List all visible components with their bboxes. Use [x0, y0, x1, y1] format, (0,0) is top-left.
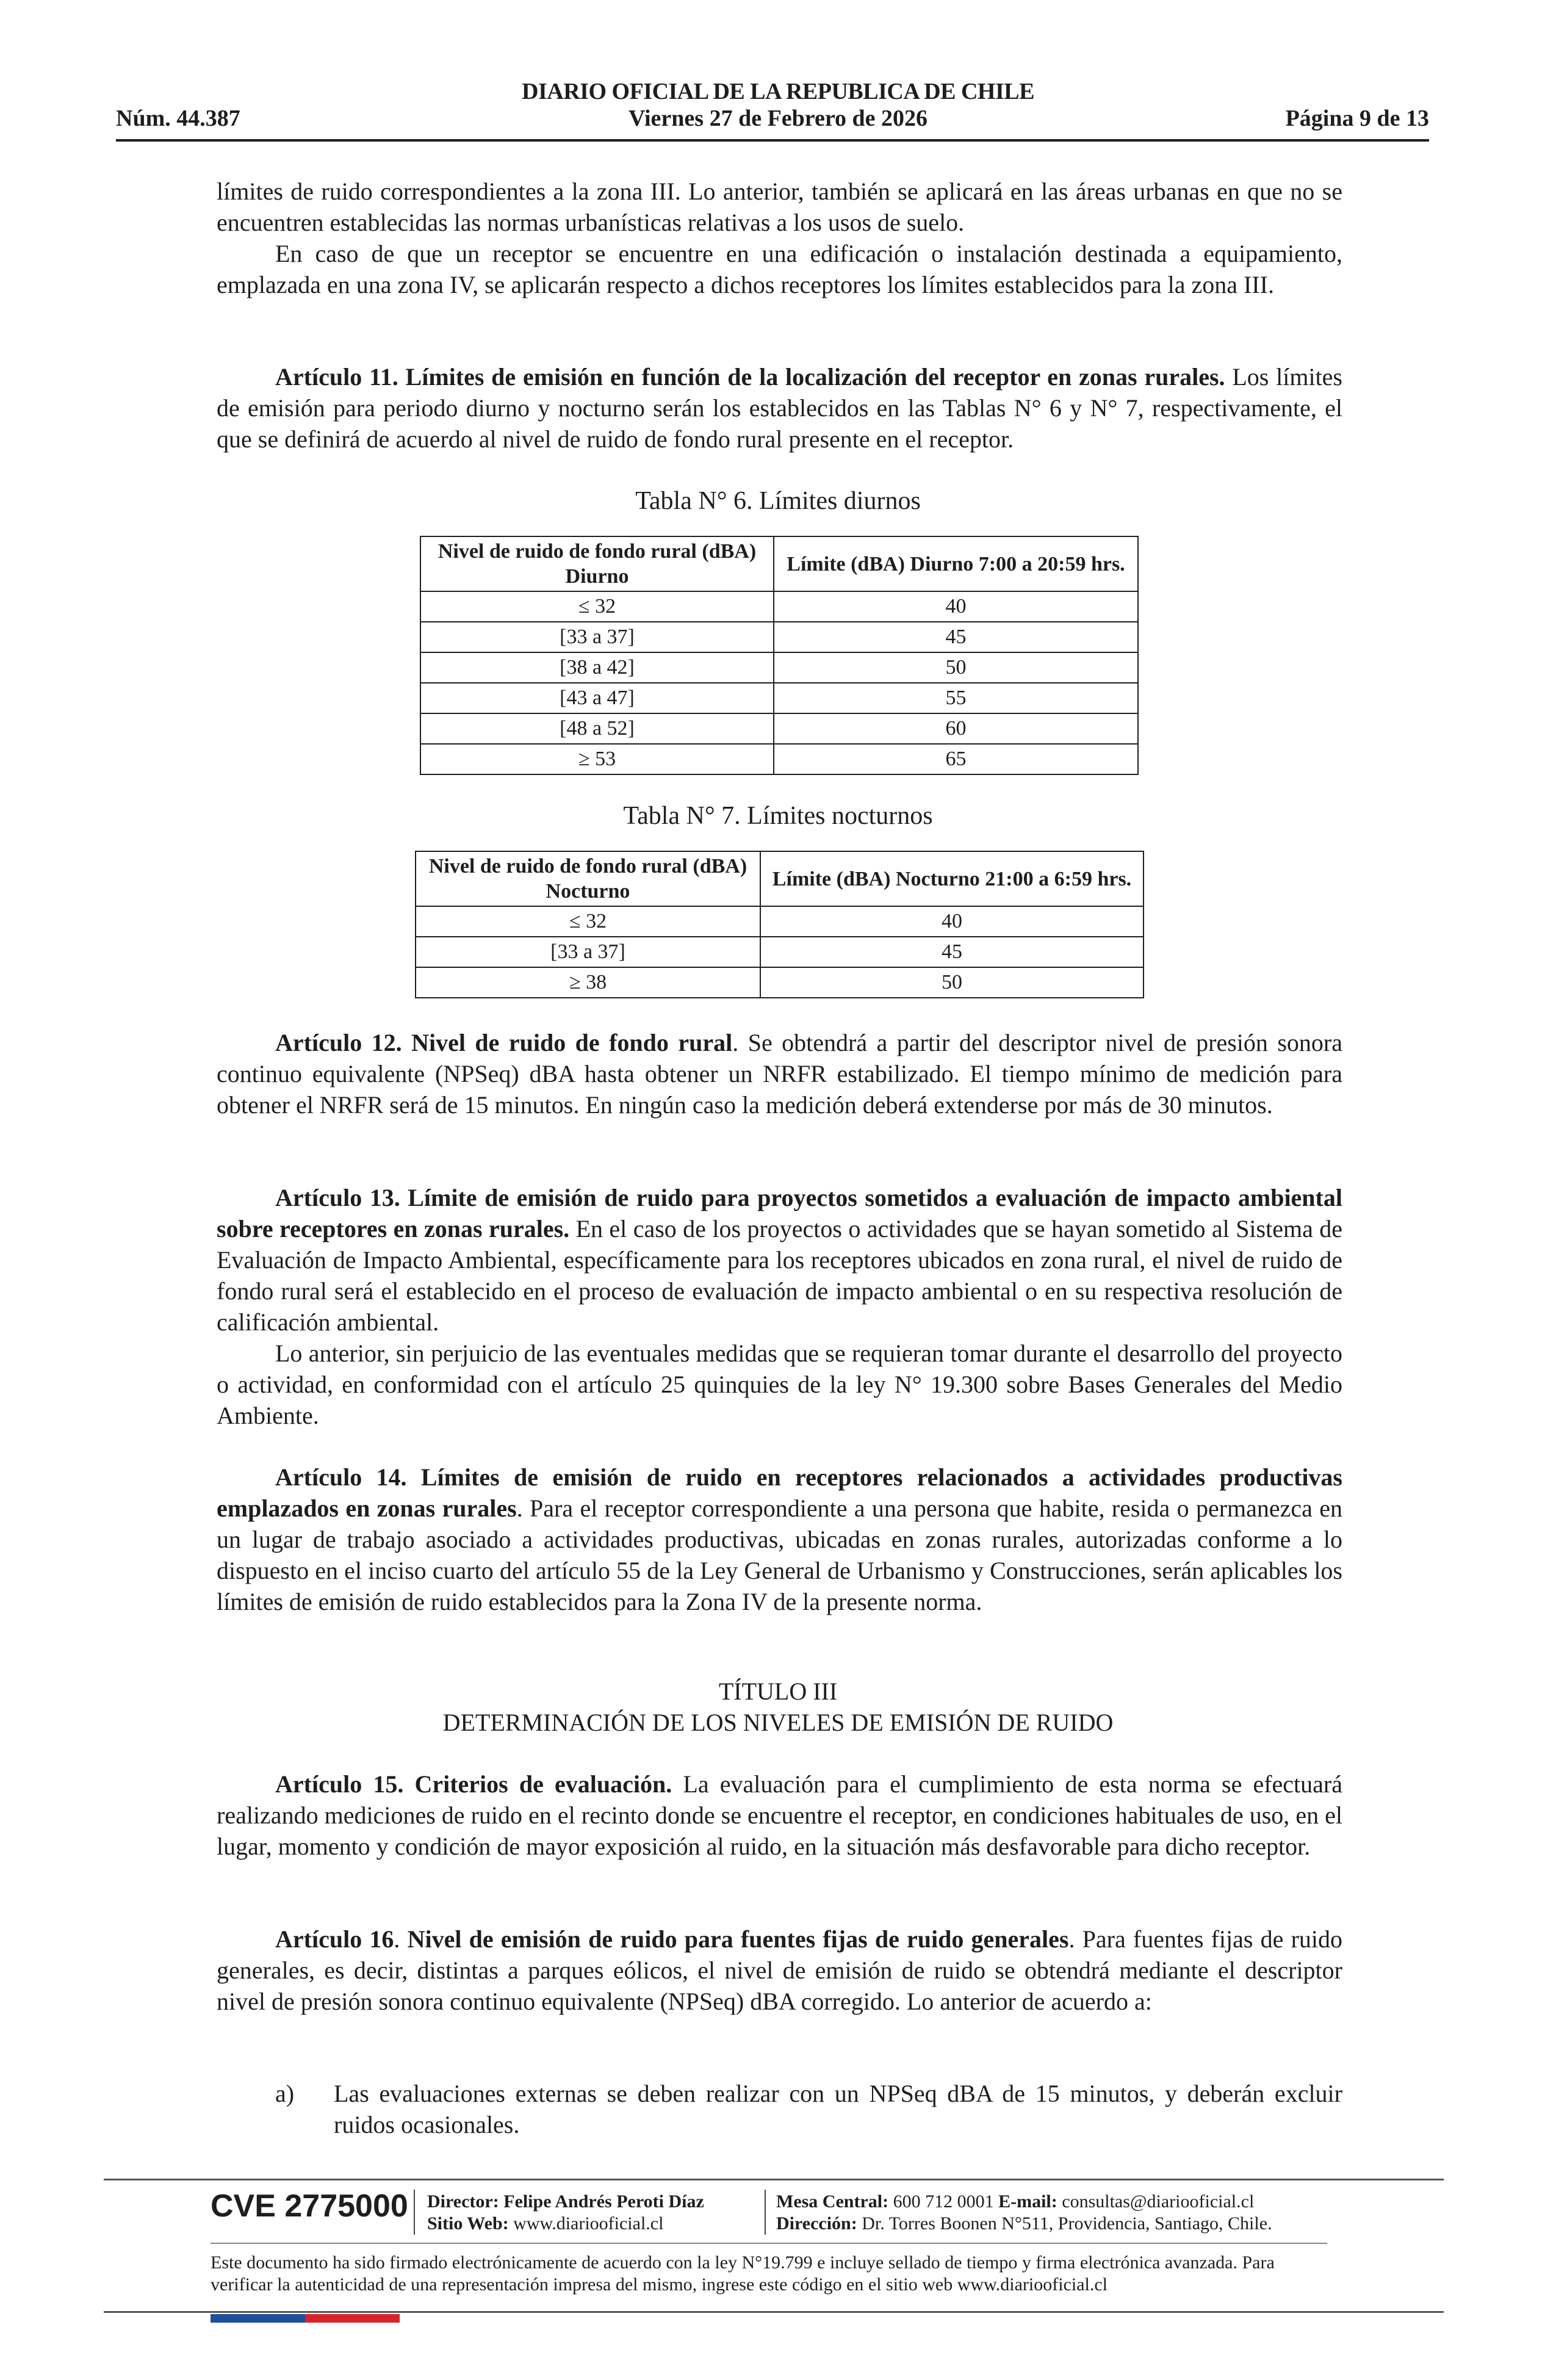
table-cell: 50 [774, 652, 1138, 683]
table-cell: 65 [774, 744, 1138, 774]
table-row [416, 967, 1144, 998]
signature-notice: Este documento ha sido firmado electrónicamente de acuerdo con la ley N°19.799 e incluye sellado de tiempo y firma electrónica avanzada. Para verificar la autenticidad de una representación impresa del mismo, ingrese este código en el sitio web www.diariooficial.cl [211, 2252, 1275, 2295]
table-cell: 55 [774, 683, 1138, 713]
table-7-col2-header: Límite (dBA) Nocturno 21:00 a 6:59 hrs. [760, 851, 1144, 906]
flag-stripe-red [305, 2314, 400, 2323]
article-16 [217, 1924, 1342, 2017]
table-6-caption: Tabla N° 6. Límites diurnos [635, 487, 921, 515]
title-iii-number: TÍTULO III [718, 1678, 838, 1705]
article-14-heading: Artículo 14. Límites de emisión de ruido en receptores relacionados a actividades productivas emplazados en zonas rurales [217, 1463, 1342, 1522]
article-16-heading-title: Nivel de emisión de ruido para fuentes fijas de ruido generales [407, 1925, 1069, 1953]
article-15 [217, 1769, 1342, 1862]
director-label: Director: [427, 2191, 499, 2212]
page-number: Página 9 de 13 [1285, 106, 1429, 131]
table-cell: [38 a 42] [420, 652, 774, 683]
issue-date: Viernes 27 de Febrero de 2026 [628, 106, 928, 131]
article-16-text: . Para fuentes fijas de ruido generales, es decir, distintas a parques eólicos, el nivel de emisión de ruido se obtendrá mediante el descriptor nivel de presión sonora continuo equivalente (NPSeq) dBA corregido. Lo anterior de acuerdo a: [217, 1925, 1343, 2015]
table-cell: [33 a 37] [416, 937, 760, 967]
title-iii [0, 1676, 1556, 1738]
table-cell: [43 a 47] [420, 683, 774, 713]
table-cell: 45 [760, 937, 1144, 967]
address-label: Dirección: [776, 2213, 857, 2234]
intro-paragraph-2: En caso de que un receptor se encuentre en una edificación o instalación destinada a equipamiento, emplazada en una zona IV, se aplicarán respecto a dichos receptores los límites establecidos para la zona III. [217, 240, 1342, 298]
article-13 [217, 1182, 1342, 1431]
footer-separator [765, 2190, 766, 2235]
table-cell: 45 [774, 622, 1138, 652]
mesa-central-phone: 600 712 0001 [888, 2191, 999, 2212]
article-12-text: . Se obtendrá a partir del descriptor nivel de presión sonora continuo equivalente (NPSeq) dBA hasta obtener un NRFR estabilizado. El tiempo mínimo de medición para obtener el NRFR será de 15 minutos. En ningún caso la medición deberá extenderse por más de 30 minutos. [217, 1029, 1342, 1119]
table-cell: ≥ 53 [420, 744, 774, 774]
article-16-dot: . [394, 1925, 408, 1953]
table-6 [420, 536, 1139, 775]
table-row [420, 652, 1138, 683]
director-name: Felipe Andrés Peroti Díaz [499, 2191, 704, 2212]
article-15-heading: Artículo 15. Criterios de evaluación. [275, 1770, 672, 1798]
table-row [420, 591, 1138, 622]
table-7 [415, 851, 1144, 998]
title-iii-name: DETERMINACIÓN DE LOS NIVELES DE EMISIÓN DE RUIDO [442, 1709, 1114, 1736]
table-cell: [48 a 52] [420, 713, 774, 744]
table-row [420, 622, 1138, 652]
article-11-heading: Artículo 11. Límites de emisión en función de la localización del receptor en zonas rurales. [275, 363, 1225, 391]
table-cell: 40 [774, 591, 1138, 622]
footer-divider-bottom [104, 2311, 1444, 2313]
table-cell: ≥ 38 [416, 967, 760, 998]
article-13-heading: Artículo 13. Límite de emisión de ruido para proyectos sometidos a evaluación de impacto ambiental sobre receptores en zonas rurales. [217, 1184, 1342, 1242]
table-row [420, 683, 1138, 713]
article-13-text: En el caso de los proyectos o actividades que se hayan sometido al Sistema de Evaluación de Impacto Ambiental, específicamente para los receptores ubicados en zona rural, el nivel de ruido de fondo rural será el establecido en el proceso de evaluación de impacto ambiental o en su respectiva resolución de calificación ambiental. [217, 1215, 1343, 1336]
table-6-col2-header: Límite (dBA) Diurno 7:00 a 20:59 hrs. [774, 536, 1138, 591]
article-12-heading: Artículo 12. Nivel de ruido de fondo rural [275, 1029, 733, 1056]
article-15-text: La evaluación para el cumplimiento de esta norma se efectuará realizando mediciones de ruido en el recinto donde se encuentre el receptor, en condiciones habituales de uso, en el lugar, momento y condición de mayor exposición al ruido, en la situación más desfavorable para dicho receptor. [217, 1770, 1342, 1860]
footer-divider-thin [211, 2243, 1327, 2244]
table-row [416, 906, 1144, 937]
intro-section [217, 176, 1342, 300]
intro-paragraph-1: límites de ruido correspondientes a la zona III. Lo anterior, también se aplicará en las áreas urbanas en que no se encuentren establecidas las normas urbanísticas relativas a los usos de suelo. [217, 178, 1342, 236]
footer-separator [414, 2190, 415, 2235]
address-value: Dr. Torres Boonen N°511, Providencia, Santiago, Chile. [857, 2213, 1272, 2234]
article-13-paragraph-2: Lo anterior, sin perjuicio de las eventuales medidas que se requieran tomar durante el desarrollo del proyecto o actividad, en conformidad con el artículo 25 quinquies de la ley N° 19.300 sobre Bases Generales del Medio Ambiente. [217, 1340, 1342, 1429]
table-row [420, 713, 1138, 744]
article-14 [217, 1462, 1342, 1617]
article-11-text: Los límites de emisión para periodo diurno y nocturno serán los establecidos en las Tablas N° 6 y N° 7, respectivamente, el que se definirá de acuerdo al nivel de ruido de fondo rural presente en el receptor. [217, 363, 1342, 453]
footer-divider-top [104, 2179, 1444, 2180]
website-label: Sitio Web: [427, 2213, 509, 2234]
table-cell: ≤ 32 [416, 906, 760, 937]
article-16-heading-number: Artículo 16 [275, 1925, 394, 1953]
table-cell: 40 [760, 906, 1144, 937]
article-11 [217, 361, 1342, 455]
table-cell: ≤ 32 [420, 591, 774, 622]
cve-code: CVE 2775000 [211, 2188, 408, 2224]
newspaper-title: DIARIO OFICIAL DE LA REPUBLICA DE CHILE [522, 79, 1034, 104]
website-link[interactable]: www.diariooficial.cl [508, 2213, 664, 2234]
table-header-row [416, 851, 1144, 906]
list-item-a-text: Las evaluaciones externas se deben realizar con un NPSeq dBA de 15 minutos, y deberán excluir ruidos ocasionales. [334, 2080, 1342, 2138]
email-label: E-mail: [998, 2191, 1057, 2212]
table-cell: 60 [774, 713, 1138, 744]
issue-number: Núm. 44.387 [116, 106, 240, 131]
list-item-a-label: a) [275, 2080, 295, 2107]
table-header-row [420, 536, 1138, 591]
flag-stripe-blue [211, 2314, 305, 2323]
mesa-central-label: Mesa Central: [776, 2191, 889, 2212]
footer-director-block [427, 2191, 704, 2235]
header-divider [116, 139, 1429, 142]
table-cell: 50 [760, 967, 1144, 998]
email-link[interactable]: consultas@diariooficial.cl [1057, 2191, 1255, 2212]
table-6-col1-header: Nivel de ruido de fondo rural (dBA) Diurno [420, 536, 774, 591]
footer-contact-block [776, 2191, 1272, 2235]
table-cell: [33 a 37] [420, 622, 774, 652]
table-row [420, 744, 1138, 774]
article-12 [217, 1027, 1342, 1120]
table-row [416, 937, 1144, 967]
article-14-text: . Para el receptor correspondiente a una persona que habite, resida o permanezca en un lugar de trabajo asociado a actividades productivas, ubicadas en zonas rurales, autorizadas conforme a lo dispuesto en el inciso cuarto del artículo 55 de la Ley General de Urbanismo y Construcciones, serán aplicables los límites de emisión de ruido establecidos para la Zona IV de la presente norma. [217, 1495, 1342, 1615]
table-7-col1-header: Nivel de ruido de fondo rural (dBA) Nocturno [416, 851, 760, 906]
table-7-caption: Tabla N° 7. Límites nocturnos [623, 802, 933, 830]
